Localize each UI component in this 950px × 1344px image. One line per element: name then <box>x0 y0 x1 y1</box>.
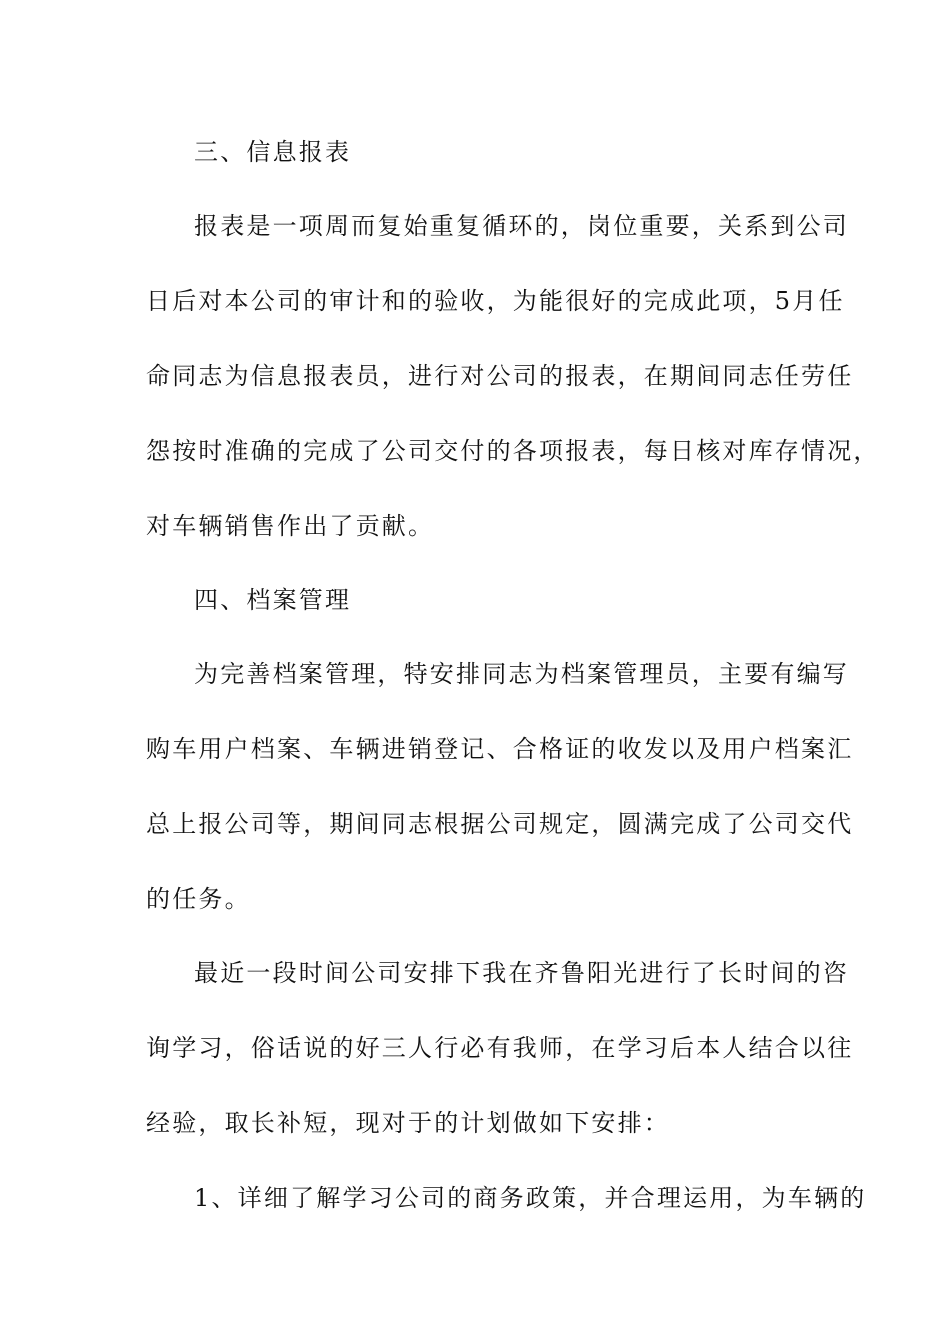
paragraph-line: 为完善档案管理，特安排同志为档案管理员，主要有编写 <box>194 660 849 688</box>
paragraph-line: 报表是一项周而复始重复循环的，岗位重要，关系到公司 <box>194 212 849 240</box>
section-heading-archives: 四、档案管理 <box>194 586 352 614</box>
paragraph-line: 怨按时准确的完成了公司交付的各项报表，每日核对库存情况， <box>146 437 880 465</box>
list-item: 1、详细了解学习公司的商务政策，并合理运用，为车辆的 <box>194 1184 867 1212</box>
paragraph-line: 最近一段时间公司安排下我在齐鲁阳光进行了长时间的咨 <box>194 959 849 987</box>
paragraph-line: 的任务。 <box>146 885 251 913</box>
paragraph-line: 总上报公司等，期间同志根据公司规定，圆满完成了公司交代 <box>146 810 854 838</box>
paragraph-line: 对车辆销售作出了贡献。 <box>146 512 435 540</box>
section-heading-reports: 三、信息报表 <box>194 138 352 166</box>
paragraph-line: 询学习，俗话说的好三人行必有我师，在学习后本人结合以往 <box>146 1034 854 1062</box>
paragraph-line: 命同志为信息报表员，进行对公司的报表，在期间同志任劳任 <box>146 362 854 390</box>
paragraph-line: 购车用户档案、车辆进销登记、合格证的收发以及用户档案汇 <box>146 735 854 763</box>
paragraph-line: 经验，取长补短，现对于的计划做如下安排： <box>146 1109 670 1137</box>
paragraph-line: 日后对本公司的审计和的验收，为能很好的完成此项，5月任 <box>146 287 845 315</box>
